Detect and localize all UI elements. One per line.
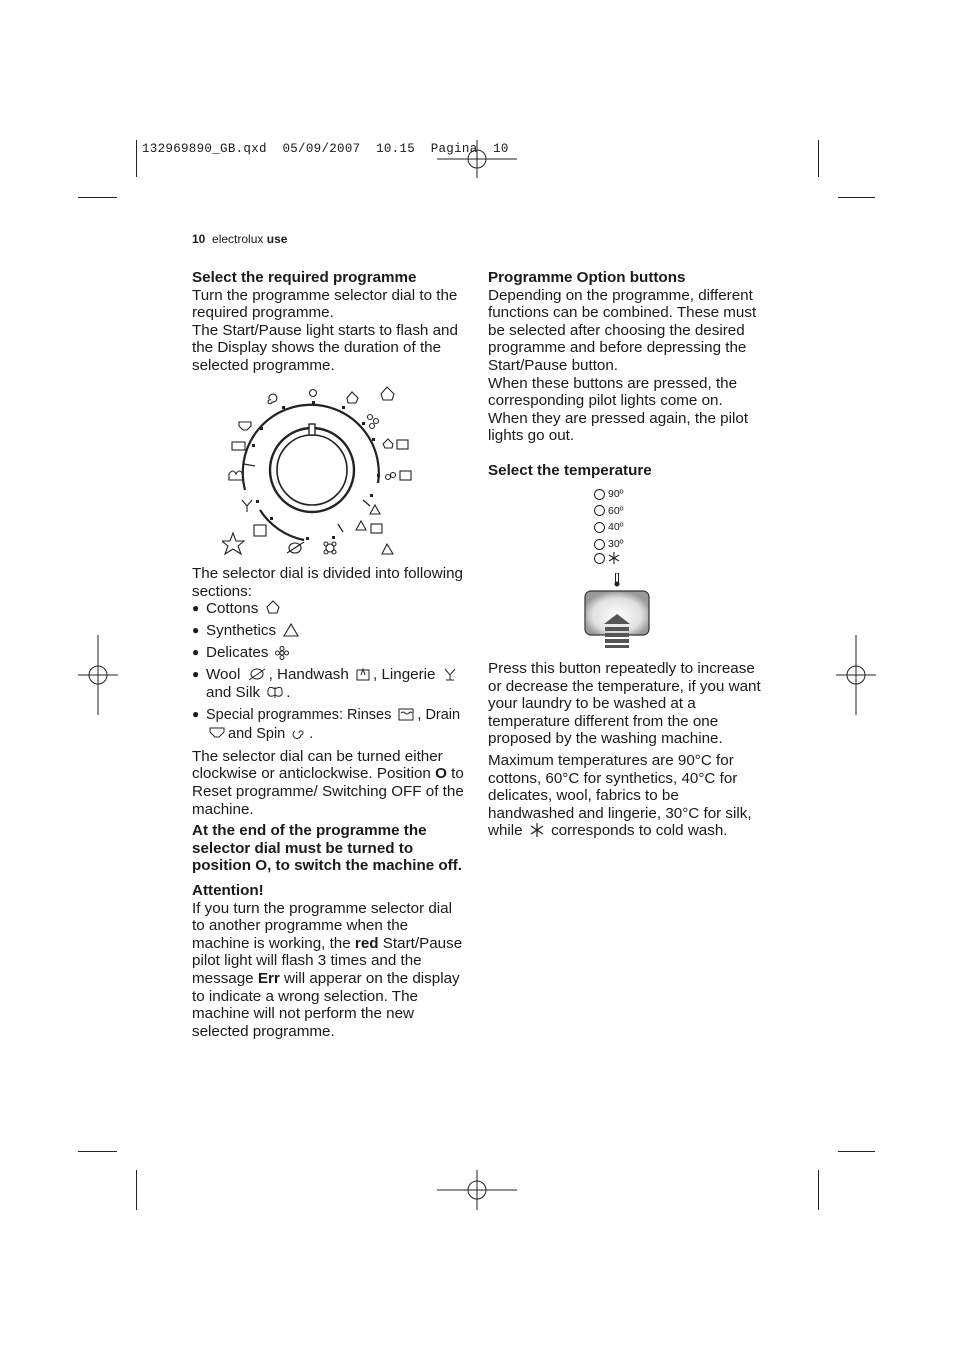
temp-option: 30º [594,536,624,553]
temp-option: 40º [594,519,624,536]
delicates-flower-icon [275,646,289,660]
cold-wash-asterisk-icon [608,552,620,564]
temperature-heading: Select the temperature [488,461,652,479]
cold-wash-asterisk-icon [529,822,545,838]
lingerie-icon [442,666,458,682]
list-item: ● Cottons [192,600,467,618]
brand-name: electrolux [212,232,264,246]
cottons-tub-icon [265,600,281,616]
silk-butterfly-icon [266,684,284,700]
end-of-programme-warning: At the end of the programme the selector dial must be turned to position O, to switch the machine off. [192,822,463,875]
list-item: ● Synthetics [192,622,467,640]
temperature-text-1: Press this button repeatedly to increase or decrease the temperature, if you want your laundry to be washed at a temperature different from the one proposed by the washing machine. [488,660,761,748]
thermometer-icon [613,573,621,587]
option-buttons-heading: Programme Option buttons [488,269,686,286]
page-number: 10 [192,232,206,246]
attention-text: If you turn the programme selector dial to another programme when the machine is working, the red Start/Pause pilot light will flash 3 times and the message Err will apperar on the display to indicate a wrong selection. The machine will not perform the new selected programme. [192,899,463,1040]
temperature-button[interactable] [584,590,650,650]
dial-intro-text: The selector dial is divided into following sections: [192,565,463,600]
option-buttons-text-2: When these buttons are pressed, the corresponding pilot lights come on. When they are pressed again, the pilot lights go out. [488,374,749,445]
select-programme-text-1: Turn the programme selector dial to the required programme. [192,286,458,322]
select-programme-text-2: The Start/Pause light starts to flash and the Display shows the duration of the selected programme. [192,321,458,374]
attention-heading: Attention! [192,882,264,899]
temp-option-cold [594,552,624,564]
programme-list [192,600,467,743]
temp-option: 60º [594,503,624,520]
programme-selector-dial [222,382,424,562]
registration-mark-left [78,635,118,715]
wool-ball-icon [247,666,267,682]
drain-icon [208,725,226,741]
temperature-indicator-list [594,486,624,564]
page-header [192,232,287,246]
synthetics-triangle-icon [282,622,300,638]
option-buttons-text-1: Depending on the programme, different functions can be combined. These must be selected after choosing the desired programme and before depressing the Start/Pause button. [488,286,757,374]
section-name: use [266,232,288,246]
rinses-icon [397,706,415,722]
handwash-icon [355,666,371,682]
left-column [192,269,467,375]
temp-option: 90º [594,486,624,503]
print-slug: 132969890_GB.qxd 05/09/2007 10.15 Pagina 10 [142,142,509,156]
list-item: ● Special programmes: Rinses , Drain and Spin . [192,706,467,743]
list-item: ● Wool , Handwash , Lingerie and Silk . [192,666,467,701]
left-column-lower [192,565,467,1040]
spin-spiral-icon [291,725,307,741]
right-column-lower [488,660,764,840]
right-column [488,269,764,480]
select-programme-heading: Select the required programme [192,269,417,286]
registration-mark-bottom [437,1170,517,1210]
dial-turn-text: The selector dial can be turned either clockwise or anticlockwise. Position O to Reset programme/ Switching OFF of the machine. [192,747,464,818]
registration-mark-right [836,635,876,715]
list-item: ● Delicates [192,644,467,662]
temperature-text-2: Maximum temperatures are 90°C for cottons, 60°C for synthetics, 40°C for delicates, wool, fabrics to be handwashed and lingerie, 30°C for silk, while corresponds to cold wash. [488,751,752,840]
